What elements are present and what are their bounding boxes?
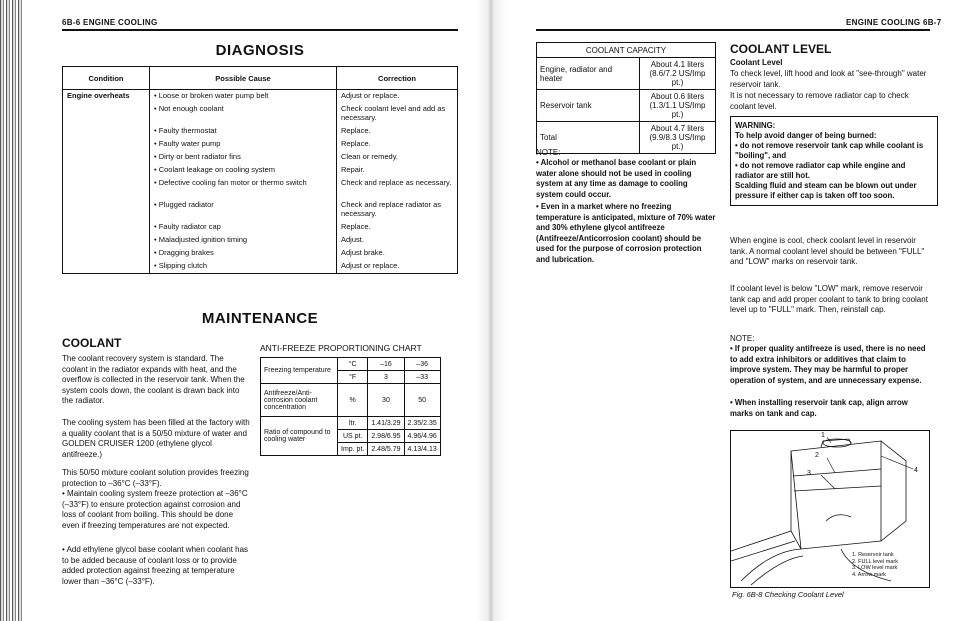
diagnosis-table — [62, 66, 458, 274]
condition-cell: Engine overheats — [63, 90, 150, 274]
warning-box — [730, 116, 938, 206]
correction: Adjust or replace. — [341, 91, 400, 100]
fig-callout-2: 2 — [815, 452, 819, 459]
coolant-level-heading: COOLANT LEVEL — [730, 42, 832, 56]
af-unit-c: °C — [338, 358, 368, 371]
warning-bullet-2: • do not remove radiator cap while engine and radiator are still hot. — [735, 161, 933, 181]
coolant-para-3: This 50/50 mixture coolant solution provides freezing protection to –36°C (–33°F). — [62, 468, 249, 488]
cause: • Coolant leakage on cooling system — [154, 165, 275, 174]
figure-caption: Fig. 6B-8 Checking Coolant Level — [732, 590, 844, 599]
capacity-value-alt: (9.9/8.3 US/Imp pt.) — [649, 133, 706, 151]
level-para-4: If coolant level is below "LOW" mark, remove reservoir tank cap and add proper coolant to tank to bring coolant level up to "FULL" mark. Then, reinstall cap. — [730, 284, 928, 314]
cause: • Faulty thermostat — [154, 126, 217, 135]
capacity-value: About 0.6 liters — [650, 92, 705, 101]
af-freezing-label: Freezing temperature — [261, 358, 338, 384]
coolant-para-2: The cooling system has been filled at the factory with a quality coolant that is a 50/50 mixture of water and GOLDEN CRUISER 1200 (ethylene glycol antifreeze.) — [62, 418, 250, 459]
diagnosis-title: DIAGNOSIS — [215, 42, 305, 59]
reservoir-figure — [730, 430, 930, 588]
warning-intro: To help avoid danger of being burned: — [735, 131, 877, 140]
col-condition: Condition — [63, 67, 150, 90]
legend-item: 1. Reservoir tank — [852, 552, 894, 558]
coolant-para-1: The coolant recovery system is standard. The coolant in the radiator expands with heat, and the overflow is collected in the reservoir tank. When the system cools down, the coolant is drawn back into the radiator. — [62, 354, 245, 405]
legend-item: 2. FULL level mark — [852, 558, 898, 565]
fig-callout-4: 4 — [914, 467, 918, 474]
af-conc-label: Antifreeze/Anti-corrosion coolant concentration — [261, 384, 338, 417]
left-header-rule — [62, 29, 458, 31]
col-correction: Correction — [337, 67, 458, 90]
correction: Replace. — [341, 126, 371, 135]
right-page-header: ENGINE COOLING 6B-7 — [846, 18, 942, 27]
af-cell: –36 — [404, 358, 440, 371]
cause: • Loose or broken water pump belt — [154, 91, 268, 100]
antifreeze-table — [260, 357, 441, 456]
af-unit-ltr: ltr. — [338, 417, 368, 430]
page-gutter — [476, 0, 506, 621]
af-cell: 50 — [404, 384, 440, 417]
warning-bullet-1: • do not remove reservoir tank cap while coolant is "boiling", and — [735, 141, 933, 161]
af-cell: 30 — [368, 384, 404, 417]
level-para-3: When engine is cool, check coolant level in reservoir tank. A normal coolant level should be between "FULL" and "LOW" marks on reservoir tank. — [730, 236, 925, 266]
figure-legend — [852, 552, 898, 578]
coolant-heading: COOLANT — [62, 336, 122, 350]
correction: Check and replace as necessary. — [341, 178, 452, 187]
cause: • Maladjusted ignition timing — [154, 235, 247, 244]
right-header-rule — [536, 29, 930, 31]
af-cell: 1.41/3.29 — [368, 417, 404, 430]
cause: • Dirty or bent radiator fins — [154, 152, 241, 161]
correction: Replace. — [341, 222, 371, 231]
correction: Check coolant level and add as necessary. — [341, 104, 446, 122]
legend-item: 3. LOW level mark — [852, 565, 898, 571]
af-cell: 3 — [368, 371, 404, 384]
af-unit-us: US pt. — [338, 430, 368, 443]
col-cause: Possible Cause — [150, 67, 337, 90]
cause: • Dragging brakes — [154, 248, 214, 257]
reservoir-tank-illustration — [731, 431, 929, 587]
af-unit-f: °F — [338, 371, 368, 384]
cause: • Slipping clutch — [154, 261, 207, 270]
capacity-title: COOLANT CAPACITY — [537, 43, 716, 58]
af-cell: 4.13/4.13 — [404, 443, 440, 456]
level-para-2: It is not necessary to remove radiator cap to check coolant level. — [730, 91, 909, 111]
correction: Adjust or replace. — [341, 261, 400, 270]
correction: Adjust. — [341, 235, 364, 244]
cause: • Faulty radiator cap — [154, 222, 221, 231]
capacity-value: About 4.1 liters — [650, 60, 705, 69]
warning-title: WARNING: — [735, 121, 776, 130]
note2-bullet-1: • If proper quality antifreeze is used, there is no need to add extra inhibitors or additives that claim to improve system. They may be harmful to proper operation of system, and are unnecessary expense. — [730, 344, 928, 386]
correction: Adjust brake. — [341, 248, 385, 257]
cause: • Faulty water pump — [154, 139, 220, 148]
note-title: NOTE: — [536, 148, 561, 157]
af-unit-pct: % — [338, 384, 368, 417]
af-cell: 2.98/6.95 — [368, 430, 404, 443]
af-cell: –16 — [368, 358, 404, 371]
note2-title: NOTE: — [730, 334, 755, 343]
cause: • Not enough coolant — [154, 104, 224, 113]
af-cell: 2.35/2.35 — [404, 417, 440, 430]
capacity-label: Engine, radiator and heater — [537, 58, 640, 90]
af-ratio-label: Ratio of compound to cooling water — [261, 417, 338, 456]
correction: Clean or remedy. — [341, 152, 398, 161]
left-page-header: 6B-6 ENGINE COOLING — [62, 18, 158, 27]
correction: Repair. — [341, 165, 365, 174]
cause: • Defective cooling fan motor or thermo switch — [154, 178, 307, 187]
coolant-bullet-1: • Maintain cooling system freeze protection at –36°C (–33°F) to ensure protection against corrosion and loss of coolant from boiling. This should be done even if freezing temperatures are not expected. — [62, 489, 250, 531]
coolant-capacity-table — [536, 42, 716, 154]
coolant-bullet-2: • Add ethylene glycol base coolant when coolant has to be added because of coolant loss or to provide added protection against freezing at temperature lower than –36°C (–33°F). — [62, 545, 250, 587]
correction: Replace. — [341, 139, 371, 148]
maintenance-title: MAINTENANCE — [201, 310, 319, 327]
legend-item: 4. Arrow mark — [852, 571, 886, 578]
af-cell: 2.48/5.79 — [368, 443, 404, 456]
warning-end: Scalding fluid and steam can be blown out under pressure if either cap is taken off too soon. — [735, 181, 917, 200]
book-binding-edge — [0, 0, 22, 621]
capacity-value-alt: (8.6/7.2 US/Imp pt.) — [649, 69, 706, 87]
cause: • Plugged radiator — [154, 200, 214, 209]
level-para-1: To check level, lift hood and look at "see-through" water reservoir tank. — [730, 69, 927, 89]
fig-callout-1: 1 — [821, 432, 825, 439]
capacity-label: Reservoir tank — [537, 90, 640, 122]
fig-callout-3: 3 — [807, 470, 811, 477]
af-cell: 4.96/4.96 — [404, 430, 440, 443]
note-bullet-1: • Alcohol or methanol base coolant or plain water alone should not be used in cooling system at any time as damage to cooling system could occur. — [536, 158, 716, 200]
note2-bullet-2: • When installing reservoir tank cap, align arrow marks on tank and cap. — [730, 398, 928, 419]
correction: Check and replace radiator as necessary. — [341, 200, 442, 218]
coolant-level-subheading: Coolant Level — [730, 58, 783, 67]
capacity-value-alt: (1.3/1.1 US/Imp pt.) — [649, 101, 706, 119]
antifreeze-chart-title: ANTI-FREEZE PROPORTIONING CHART — [260, 343, 422, 353]
note-bullet-2: • Even in a market where no freezing temperature is anticipated, mixture of 70% water and 30% ethylene glycol antifreeze (Antifreeze/Anticorrosion coolant) should be used for the purpose of corrosion protection and lubrication. — [536, 202, 716, 265]
af-cell: –33 — [404, 371, 440, 384]
capacity-label: Total — [537, 122, 640, 154]
capacity-value: About 4.7 liters — [650, 124, 705, 133]
af-unit-imp: Imp. pt. — [338, 443, 368, 456]
